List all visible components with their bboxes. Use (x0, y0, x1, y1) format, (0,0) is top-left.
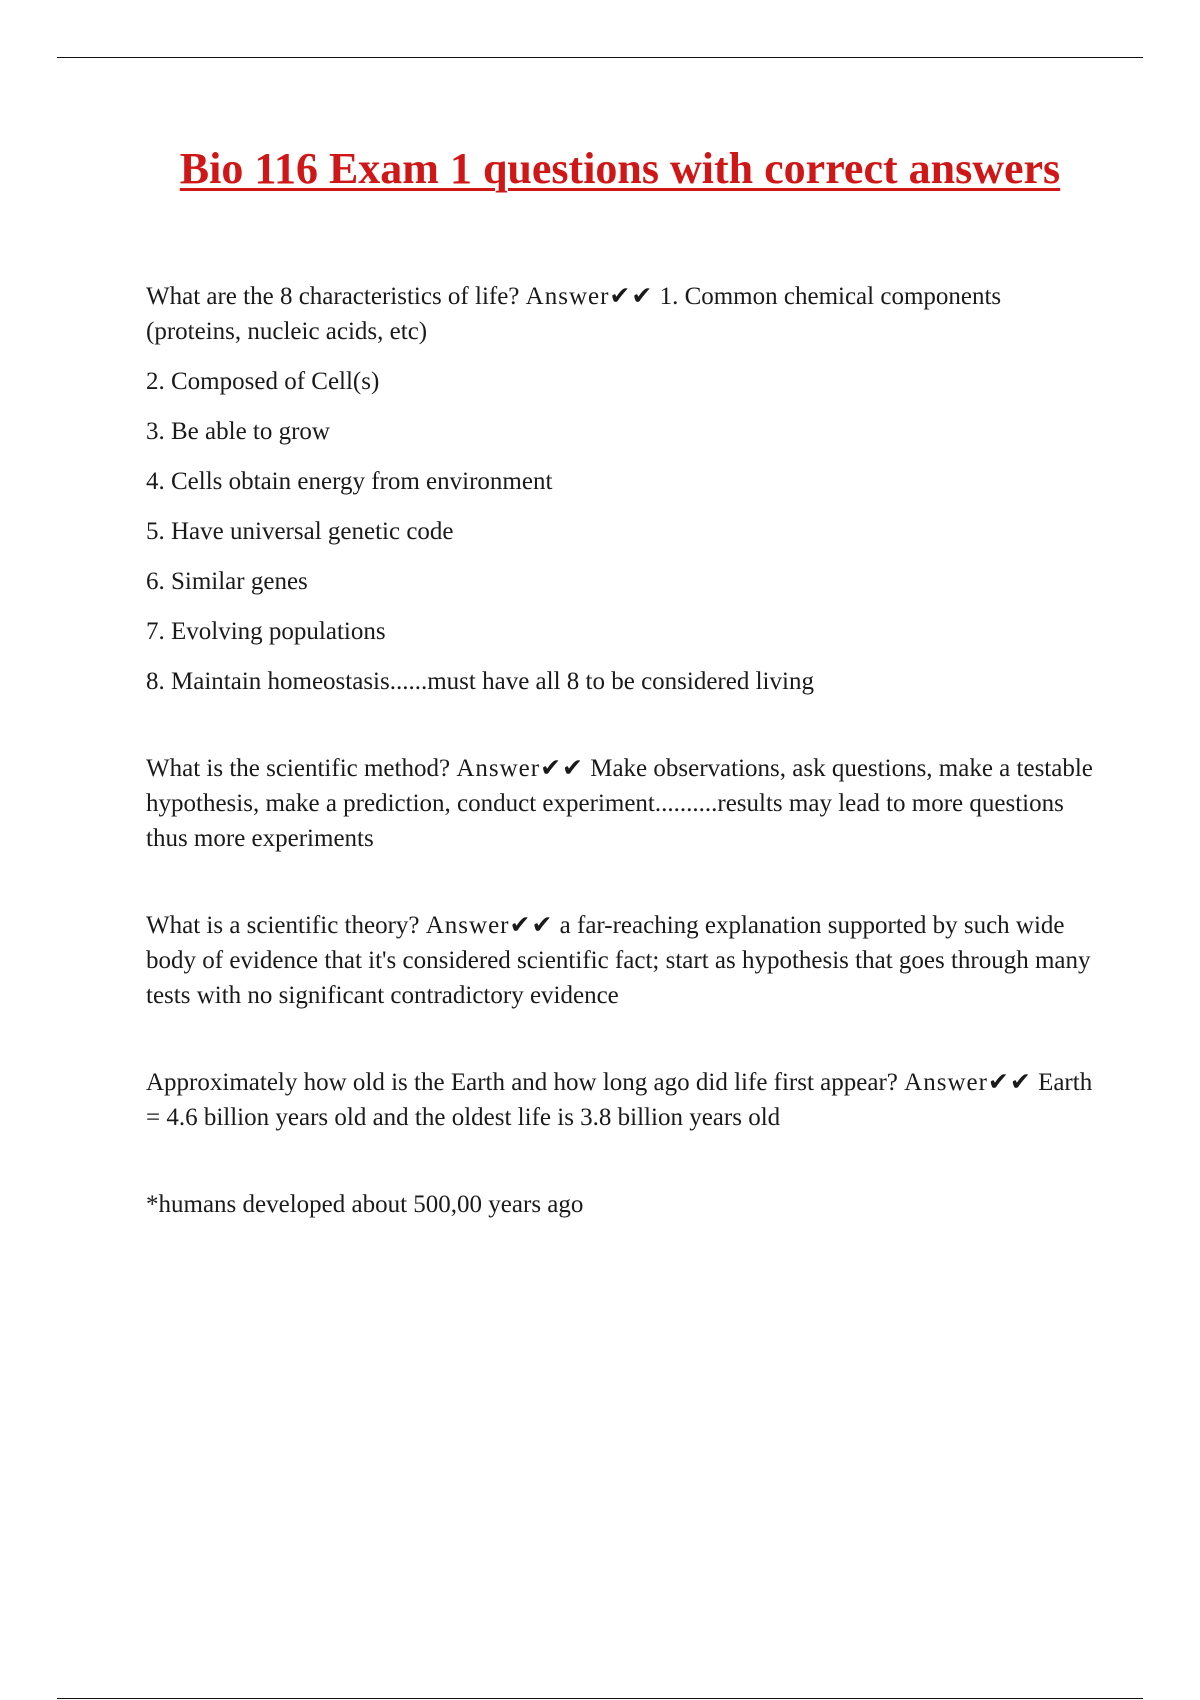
question-2 (146, 751, 1096, 856)
question-3 (146, 908, 1096, 1013)
question-2-text: What is the scientific method? (146, 755, 451, 782)
note: *humans developed about 500,00 years ago (146, 1191, 584, 1218)
answer-marker: Answer✔✔ (456, 755, 584, 782)
answer-2-text: Make observations, ask questions, make a testable hypothesis, make a prediction, conduct experiment..........results may lead to more questions thus more experiments (146, 755, 1093, 852)
list-item: 5. Have universal genetic code (146, 518, 454, 545)
question-3-text: What is a scientific theory? (146, 912, 420, 939)
list-item: 4. Cells obtain energy from environment (146, 468, 553, 495)
document-title: Bio 116 Exam 1 questions with correct answers (179, 144, 1061, 193)
answer-marker: Answer✔✔ (525, 283, 654, 310)
question-4 (146, 1065, 1096, 1135)
list-item: 2. Composed of Cell(s) (146, 368, 380, 395)
question-4-text: Approximately how old is the Earth and how long ago did life first appear? (146, 1069, 898, 1096)
question-1-text: What are the 8 characteristics of life? (146, 283, 520, 310)
question-1 (146, 279, 1096, 349)
top-rule (57, 57, 1143, 58)
list-item: 8. Maintain homeostasis......must have all 8 to be considered living (146, 668, 814, 695)
answer-marker: Answer✔✔ (904, 1069, 1032, 1096)
list-item: 3. Be able to grow (146, 418, 330, 445)
answer-4-text: Earth = 4.6 billion years old and the oldest life is 3.8 billion years old (146, 1069, 1093, 1131)
bottom-rule (57, 1698, 1143, 1699)
list-item: 6. Similar genes (146, 568, 308, 595)
list-item: 7. Evolving populations (146, 618, 386, 645)
answer-3-text: a far-reaching explanation supported by such wide body of evidence that it's considered scientific fact; start as hypothesis that goes through many tests with no significant contradictory evidence (146, 912, 1091, 1009)
answer-marker: Answer✔✔ (425, 912, 554, 939)
answer-1-first-item: 1. Common chemical components (proteins, nucleic acids, etc) (146, 283, 1002, 345)
document-body (146, 279, 1096, 1222)
